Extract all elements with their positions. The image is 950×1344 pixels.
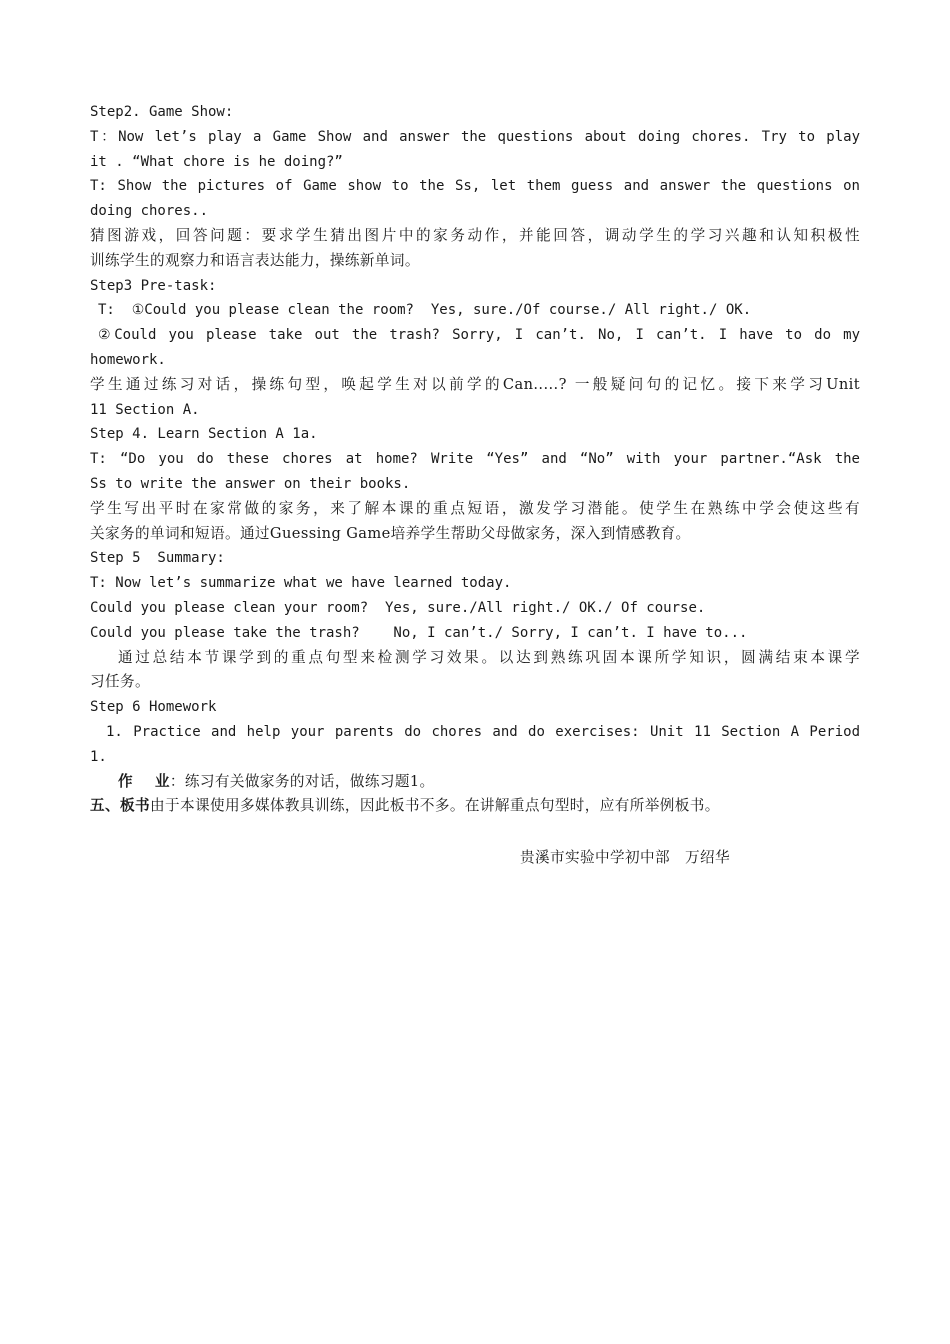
section5-text: 由于本课使用多媒体教具训练，因此板书不多。在讲解重点句型时，应有所举例板书。 <box>149 797 720 815</box>
homework-line <box>90 770 860 795</box>
paragraph-line: 猜图游戏，回答问题：要求学生猜出图片中的家务动作，并能回答，调动学生的学习兴趣和认知积极性 <box>90 226 860 244</box>
homework-text: ：练习有关做家务的对话，做练习题1。 <box>169 772 435 790</box>
document-body <box>90 100 860 819</box>
section5-label: 五、板书 <box>90 797 150 815</box>
paragraph-line: 学生通过练习对话，操练句型，唤起学生对以前学的Can.....? 一般疑问句的记忆。接下来学习Unit <box>90 375 860 393</box>
step3-heading: Step3 Pre-task: <box>90 277 217 294</box>
paragraph-line: homework. <box>90 351 166 368</box>
paragraph-line: T: ①Could you please clean the room? Yes, sure./Of course./ All right./ OK. <box>98 302 752 319</box>
paragraph-line: it . “What chore is he doing?” <box>90 153 343 170</box>
paragraph-line: ②Could you please take out the trash? Sorry, I can’t. No, I can’t. I have to do my <box>98 327 860 344</box>
paragraph-line: Could you please take the trash? No, I can’t./ Sorry, I can’t. I have to... <box>90 624 748 641</box>
paragraph-line: Could you please clean your room? Yes, sure./All right./ OK./ Of course. <box>90 599 706 616</box>
section5-line <box>90 794 860 819</box>
paragraph-line: T: “Do you do these chores at home? Write “Yes” and “No” with your partner.“Ask the <box>90 451 860 468</box>
paragraph-line: 1. Practice and help your parents do chores and do exercises: Unit 11 Section A Period <box>106 723 860 740</box>
step6-heading: Step 6 Homework <box>90 699 217 716</box>
paragraph-line: 学生写出平时在家常做的家务，来了解本课的重点短语，激发学习潜能。使学生在熟练中学会使这些有 <box>90 499 860 517</box>
paragraph-line: T: Now let’s summarize what we have learned today. <box>90 575 512 592</box>
paragraph-line: 11 Section A. <box>90 401 200 418</box>
author-signature: 贵溪市实验中学初中部 万绍华 <box>520 849 731 866</box>
paragraph-line: 训练学生的观察力和语言表达能力，操练新单词。 <box>90 251 420 269</box>
paragraph-line: doing chores.. <box>90 203 209 220</box>
paragraph-line: T：Now let’s play a Game Show and answer the questions about doing chores. Try to play <box>90 128 860 145</box>
paragraph-line: 1. <box>90 748 107 765</box>
paragraph-line: T: Show the pictures of Game show to the Ss, let them guess and answer the questions on <box>90 178 860 195</box>
paragraph-line: 通过总结本节课学到的重点句型来检测学习效果。以达到熟练巩固本课所学知识，圆满结束本课学 <box>118 648 860 666</box>
paragraph-line: Ss to write the answer on their books. <box>90 475 411 492</box>
step2-heading: Step2. Game Show: <box>90 104 234 120</box>
paragraph-line: 习任务。 <box>90 673 150 691</box>
step4-heading: Step 4. Learn Section A 1a. <box>90 426 318 443</box>
step5-heading: Step 5 Summary: <box>90 550 225 567</box>
paragraph-line: 关家务的单词和短语。通过Guessing Game培养学生帮助父母做家务，深入到情感教育。 <box>90 524 691 542</box>
homework-label: 作 业 <box>118 772 170 790</box>
